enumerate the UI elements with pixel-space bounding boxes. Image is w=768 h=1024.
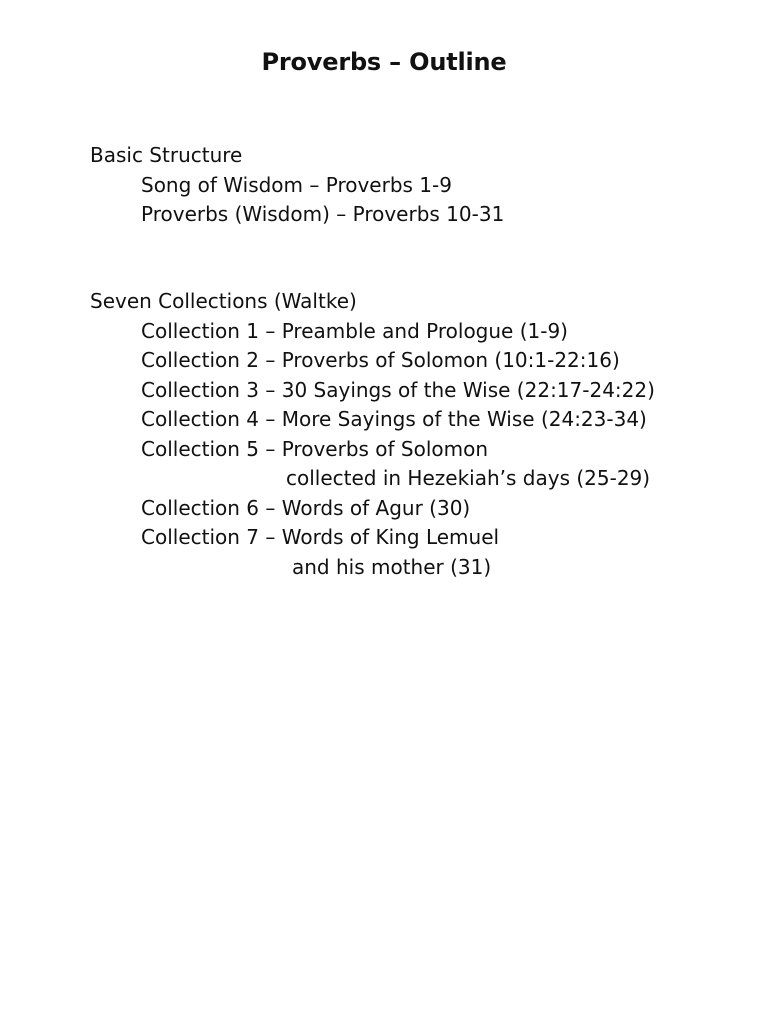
basic-structure-section [90, 141, 504, 230]
collection-item: Collection 3 – 30 Sayings of the Wise (22:17-24:22) [141, 377, 655, 402]
seven-collections-heading: Seven Collections (Waltke) [90, 289, 357, 313]
collection-item: Collection 2 – Proverbs of Solomon (10:1-22:16) [141, 348, 620, 372]
collection-item: Collection 7 – Words of King Lemuel [141, 525, 500, 549]
collection-item: Collection 1 – Preamble and Prologue (1-9) [141, 318, 568, 343]
basic-structure-item: Song of Wisdom – Proverbs 1-9 [141, 172, 452, 197]
seven-collections-section [90, 287, 655, 582]
collection-item-continuation: and his mother (31) [292, 554, 492, 579]
collection-item-continuation: collected in Hezekiah’s days (25-29) [286, 466, 651, 490]
basic-structure-heading: Basic Structure [90, 143, 243, 167]
collection-item: Collection 4 – More Sayings of the Wise (24:23-34) [141, 407, 647, 431]
basic-structure-item: Proverbs (Wisdom) – Proverbs 10-31 [141, 202, 505, 226]
page-title: Proverbs – Outline [261, 48, 507, 76]
collection-item: Collection 5 – Proverbs of Solomon [141, 436, 489, 461]
collection-item: Collection 6 – Words of Agur (30) [141, 495, 471, 520]
